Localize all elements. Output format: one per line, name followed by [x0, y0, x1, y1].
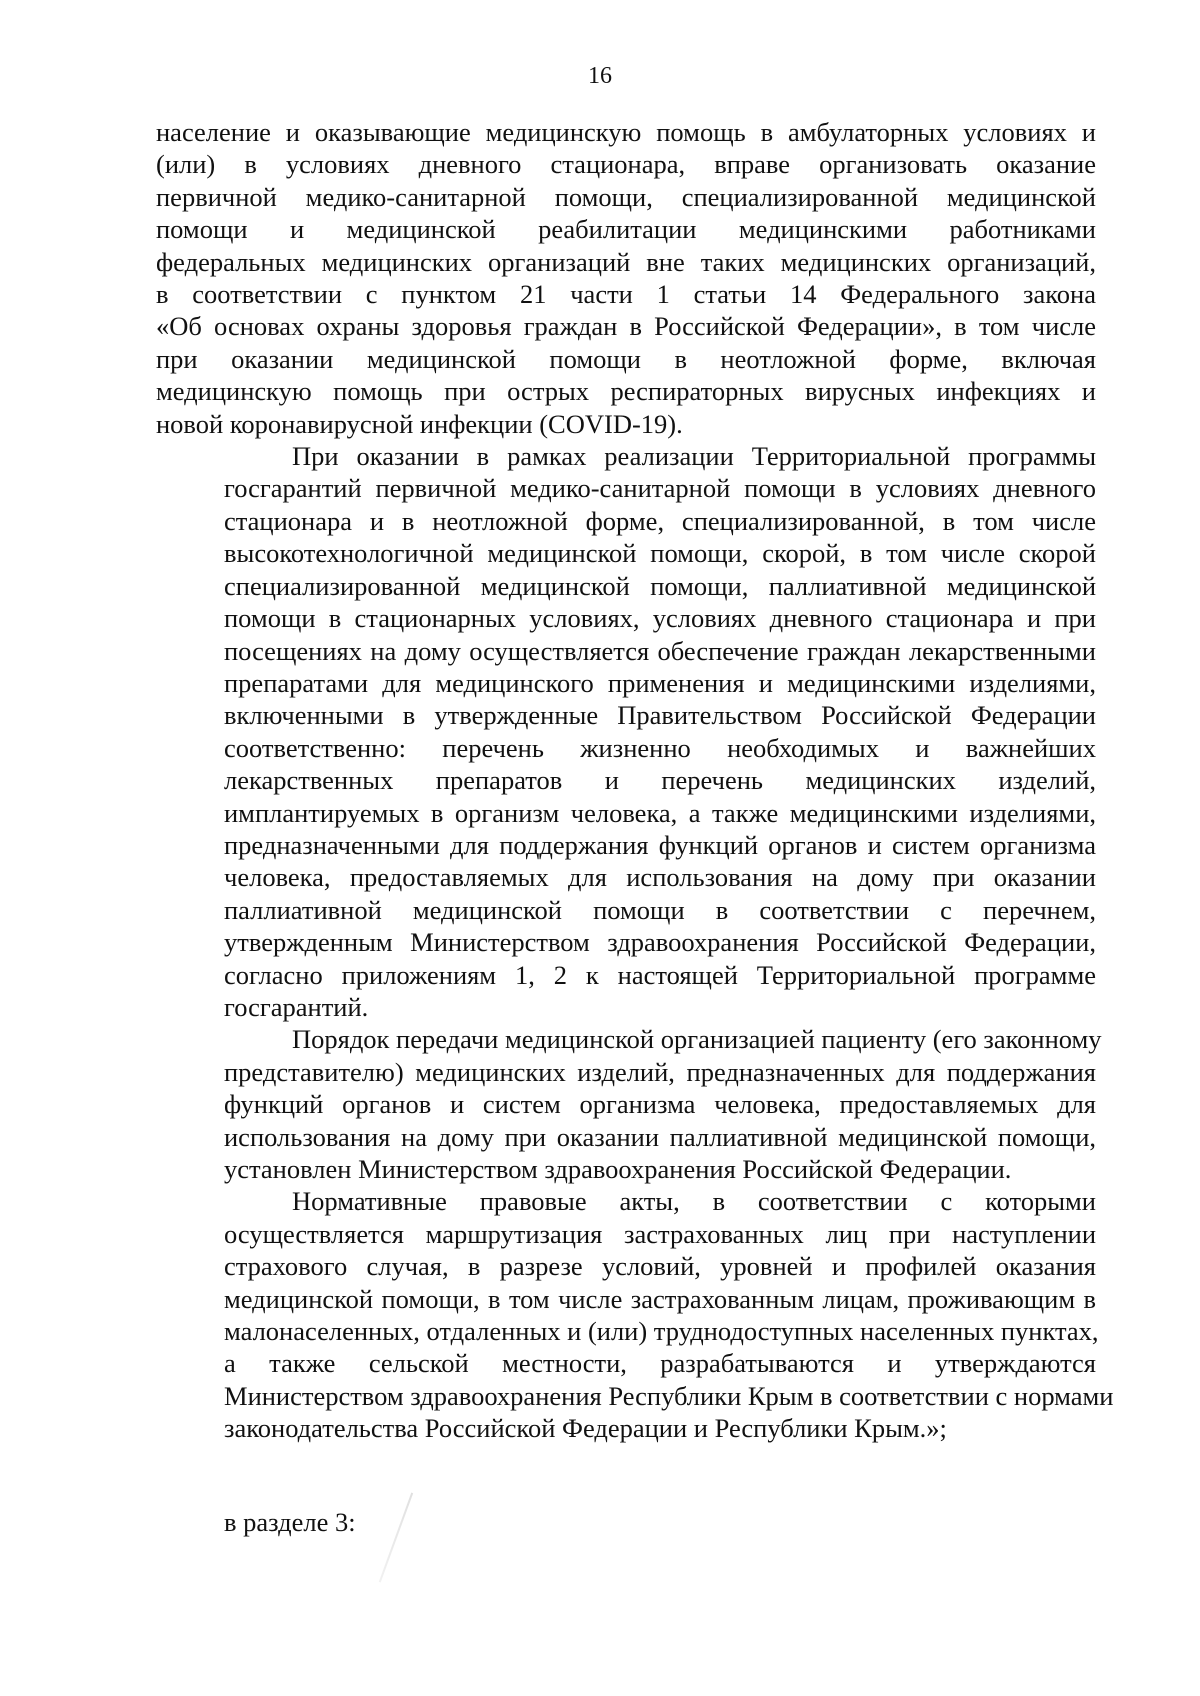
- text-line: человека, предоставляемых для использования на дому при оказании: [224, 862, 1096, 893]
- text-line: согласно приложениям 1, 2 к настоящей Территориальной программе: [224, 959, 1096, 990]
- text-line: включенными в утвержденные Правительством Российской Федерации: [224, 700, 1096, 731]
- text-line: новой коронавирусной инфекции (COVID-19).: [156, 408, 683, 439]
- text-line: высокотехнологичной медицинской помощи, скорой, в том числе скорой: [224, 538, 1096, 569]
- text-line: соответственно: перечень жизненно необходимых и важнейших: [224, 732, 1096, 763]
- text-line: лекарственных препаратов и перечень медицинских изделий,: [224, 765, 1096, 796]
- text-line: имплантируемых в организм человека, а также медицинскими изделиями,: [224, 797, 1096, 828]
- text-line: страхового случая, в разрезе условий, уровней и профилей оказания: [224, 1251, 1096, 1282]
- text-line: предназначенными для поддержания функций органов и систем организма: [224, 829, 1096, 860]
- paragraph: [156, 440, 1096, 1023]
- text-line: (или) в условиях дневного стационара, вправе организовать оказание: [156, 149, 1096, 180]
- paragraph: [156, 1023, 1102, 1185]
- text-line: госгарантий первичной медико-санитарной помощи в условиях дневного: [224, 473, 1096, 504]
- scan-mark: [379, 1493, 413, 1583]
- text-line: При оказании в рамках реализации Территориальной программы: [292, 441, 1096, 472]
- text-line: федеральных медицинских организаций вне таких медицинских организаций,: [156, 246, 1096, 277]
- text-line: осуществляется маршрутизация застрахованных лиц при наступлении: [224, 1218, 1096, 1249]
- text-line: при оказании медицинской помощи в неотложной форме, включая: [156, 343, 1096, 374]
- text-line: а также сельской местности, разрабатываются и утверждаются: [224, 1348, 1096, 1379]
- section-reference-line: в разделе 3:: [224, 1507, 356, 1537]
- text-line: специализированной медицинской помощи, паллиативной медицинской: [224, 570, 1096, 601]
- text-line: представителю) медицинских изделий, предназначенных для поддержания: [224, 1056, 1096, 1087]
- text-line: Порядок передачи медицинской организацией пациенту (его законному: [292, 1024, 1102, 1055]
- text-line: утвержденным Министерством здравоохранения Российской Федерации,: [224, 927, 1096, 958]
- paragraph: [156, 1185, 1114, 1444]
- text-line: функций органов и систем организма человека, предоставляемых для: [224, 1089, 1096, 1120]
- text-line: посещениях на дому осуществляется обеспечение граждан лекарственными: [224, 635, 1096, 666]
- text-line: паллиативной медицинской помощи в соответствии с перечнем,: [224, 894, 1096, 925]
- text-line: первичной медико-санитарной помощи, специализированной медицинской: [156, 181, 1096, 212]
- text-line: стационара и в неотложной форме, специализированной, в том числе: [224, 505, 1096, 536]
- text-line: в соответствии с пунктом 21 части 1 статьи 14 Федерального закона: [156, 279, 1096, 310]
- text-line: медицинскую помощь при острых респираторных вирусных инфекциях и: [156, 376, 1096, 407]
- text-line: законодательства Российской Федерации и Республики Крым.»;: [224, 1413, 947, 1444]
- text-line: препаратами для медицинского применения и медицинскими изделиями,: [224, 667, 1096, 698]
- text-line: малонаселенных, отдаленных и (или) труднодоступных населенных пунктах,: [224, 1316, 1099, 1347]
- text-line: помощи и медицинской реабилитации медицинскими работниками: [156, 214, 1096, 245]
- text-line: Министерством здравоохранения Республики Крым в соответствии с нормами: [224, 1380, 1114, 1411]
- text-line: госгарантий.: [224, 991, 369, 1022]
- page-number: 16: [588, 63, 612, 89]
- document-body: [156, 116, 1114, 1445]
- text-line: «Об основах охраны здоровья граждан в Российской Федерации», в том числе: [156, 311, 1096, 342]
- paragraph: [156, 116, 1096, 440]
- text-line: использования на дому при оказании паллиативной медицинской помощи,: [224, 1121, 1096, 1152]
- text-line: помощи в стационарных условиях, условиях дневного стационара и при: [224, 603, 1096, 634]
- text-line: медицинской помощи, в том числе застрахованным лицам, проживающим в: [224, 1283, 1096, 1314]
- text-line: Нормативные правовые акты, в соответствии с которыми: [292, 1186, 1096, 1217]
- text-line: население и оказывающие медицинскую помощь в амбулаторных условиях и: [156, 117, 1096, 147]
- text-line: установлен Министерством здравоохранения Российской Федерации.: [224, 1154, 1012, 1184]
